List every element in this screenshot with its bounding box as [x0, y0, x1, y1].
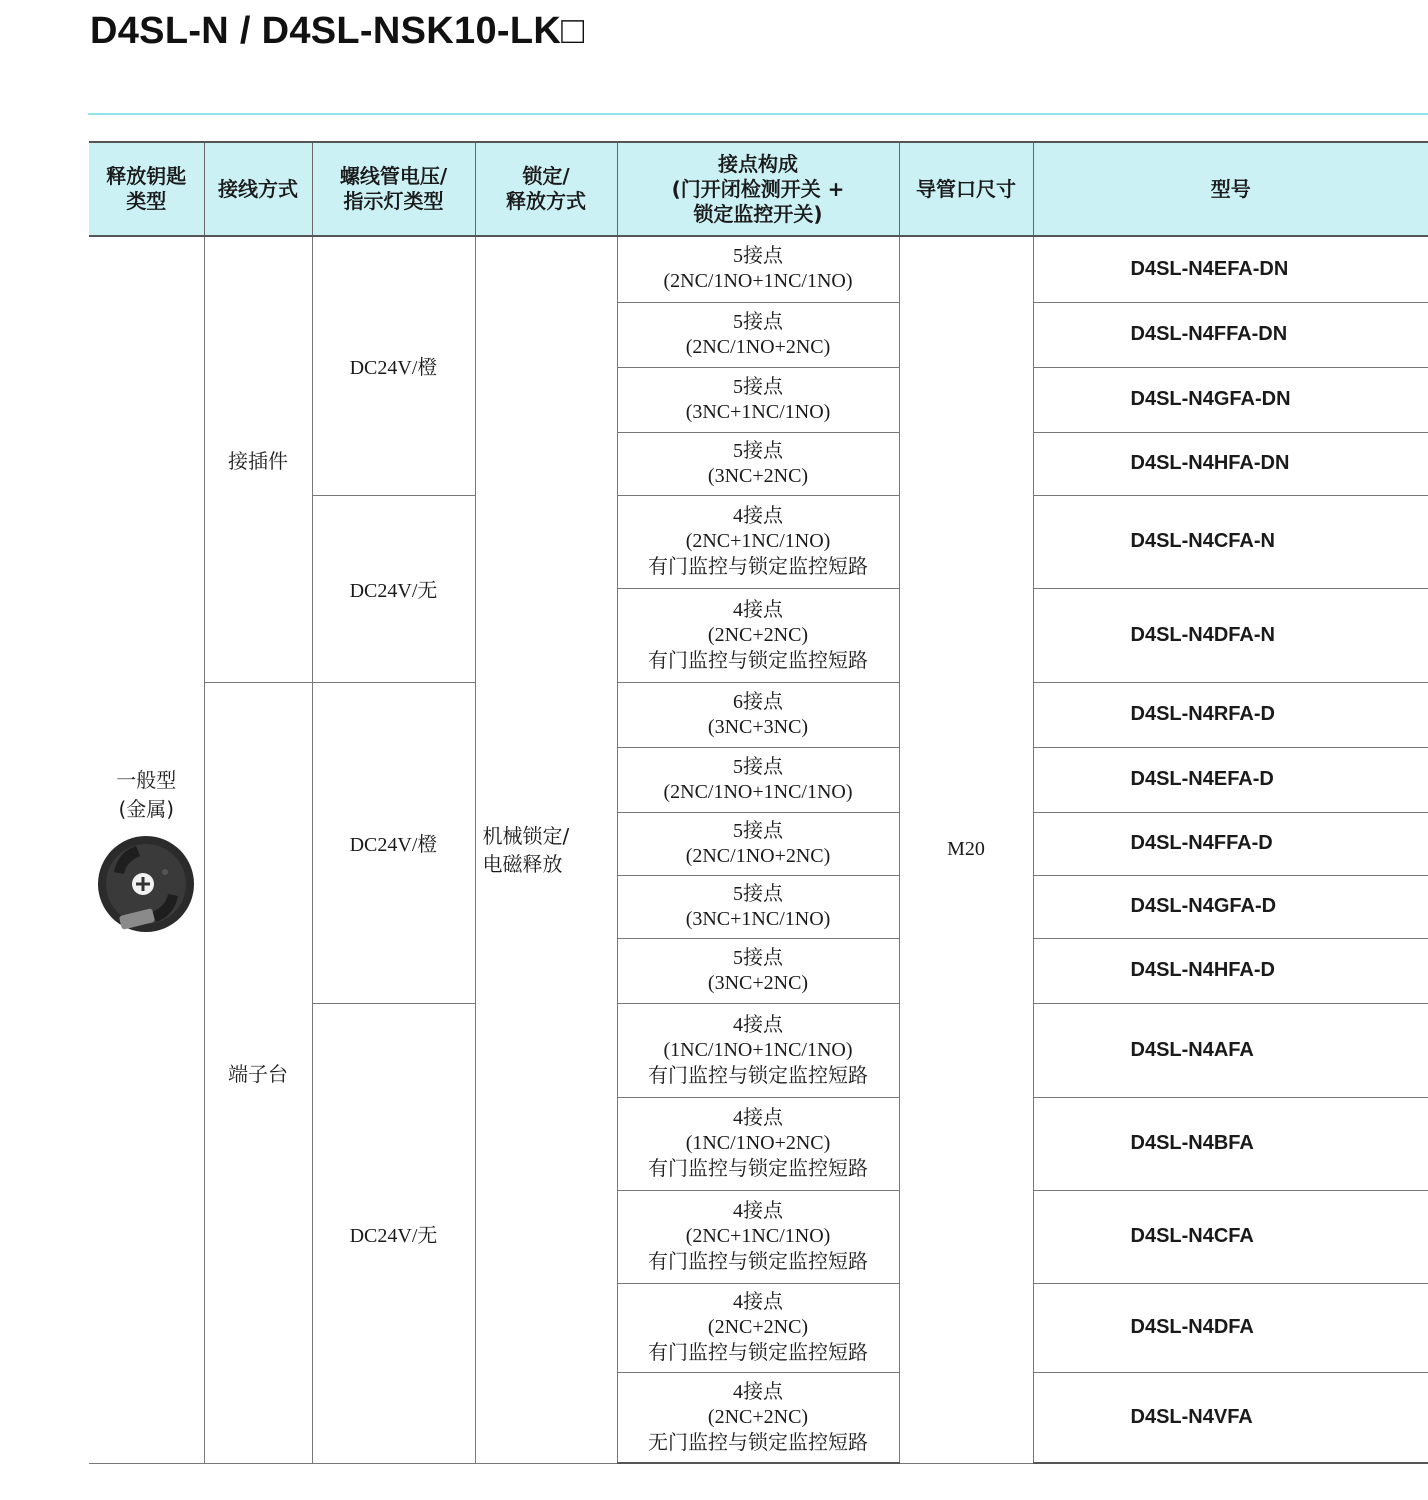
- model-cell: D4SL-N4EFA-DN: [1033, 236, 1428, 302]
- conduit-cell: [899, 236, 1033, 1463]
- contact-config: (2NC/1NO+2NC): [685, 335, 831, 358]
- contact-config: (2NC/1NO+1NC/1NO): [663, 270, 853, 293]
- solenoid-label: DC24V/橙: [349, 834, 438, 856]
- key-release-icon: [96, 834, 196, 934]
- contact-config: (2NC/1NO+1NC/1NO): [663, 780, 853, 803]
- contact-count: 5接点: [733, 946, 783, 969]
- contact-count: 4接点: [733, 1291, 783, 1313]
- contact-count: 4接点: [733, 598, 783, 621]
- model-cell: D4SL-N4FFA-D: [1033, 812, 1428, 875]
- header-label-line: 释放钥匙: [106, 164, 187, 188]
- contact-count: 4接点: [733, 1200, 783, 1222]
- contact-note: 有门监控与锁定监控短路: [648, 554, 868, 578]
- solenoid-terminal-none-cell: [312, 1003, 475, 1463]
- key-type-cell: [89, 236, 204, 1463]
- contacts-cell: [617, 432, 899, 495]
- header-divider: [88, 113, 1428, 115]
- header-label-line: 锁定监控开关): [693, 201, 823, 226]
- header-label-line: 接线方式: [218, 176, 298, 201]
- model-cell: D4SL-N4RFA-D: [1033, 682, 1428, 747]
- contact-note: 有门监控与锁定监控短路: [648, 1062, 868, 1087]
- solenoid-label: DC24V/无: [349, 580, 438, 602]
- contact-count: 4接点: [733, 1380, 783, 1403]
- wiring-terminal-cell: [204, 682, 312, 1463]
- contact-count: 5接点: [733, 375, 783, 398]
- header-label-line: 释放方式: [506, 189, 586, 213]
- wiring-connector-cell: [204, 236, 312, 682]
- contacts-cell: [617, 236, 899, 302]
- model-cell: D4SL-N4GFA-D: [1033, 875, 1428, 938]
- conduit-value: M20: [947, 838, 985, 861]
- header-conduit: [899, 142, 1033, 236]
- solenoid-label: DC24V/橙: [349, 357, 438, 380]
- contact-note: 有门监控与锁定监控短路: [648, 1340, 868, 1364]
- contact-config: (3NC+3NC): [707, 715, 809, 738]
- contact-config: (2NC+2NC): [707, 623, 809, 646]
- model-spec-table: [89, 141, 1428, 1464]
- contact-count: 5接点: [733, 755, 783, 778]
- contact-note: 有门监控与锁定监控短路: [648, 1156, 868, 1180]
- header-label-line: 接点构成: [718, 151, 798, 176]
- contacts-cell: [617, 588, 899, 682]
- contact-config: (2NC/1NO+2NC): [685, 844, 831, 867]
- model-cell: D4SL-N4EFA-D: [1033, 747, 1428, 812]
- contacts-cell: [617, 1283, 899, 1372]
- contact-note: 有门监控与锁定监控短路: [648, 647, 868, 672]
- header-label-line: 螺线管电压/: [339, 164, 448, 188]
- contact-count: 6接点: [733, 690, 783, 713]
- header-label-line: 指示灯类型: [343, 189, 444, 213]
- table-row: [89, 682, 1428, 747]
- model-cell: D4SL-N4HFA-DN: [1033, 432, 1428, 495]
- solenoid-label: DC24V/无: [349, 1224, 438, 1247]
- contact-config: (2NC+2NC): [707, 1405, 809, 1428]
- contacts-cell: [617, 1097, 899, 1190]
- contacts-cell: [617, 875, 899, 938]
- header-wiring: [204, 142, 312, 236]
- header-label-line: 类型: [126, 189, 167, 213]
- lock-method-line2: 电磁释放: [482, 851, 563, 876]
- solenoid-connector-none-cell: [312, 495, 475, 682]
- wiring-connector-label: 接插件: [228, 448, 288, 473]
- contacts-cell: [617, 812, 899, 875]
- contact-config: (1NC/1NO+2NC): [685, 1132, 831, 1154]
- contact-config: (3NC+2NC): [707, 464, 809, 487]
- solenoid-terminal-orange-cell: [312, 682, 475, 1003]
- contact-count: 4接点: [733, 505, 783, 527]
- contact-count: 5接点: [733, 439, 783, 462]
- contacts-cell: [617, 495, 899, 588]
- key-type-material: (金属): [118, 796, 175, 821]
- contact-config: (3NC+1NC/1NO): [685, 907, 831, 930]
- contact-config: (2NC+2NC): [707, 1316, 809, 1338]
- header-label-line: 锁定/: [522, 164, 570, 188]
- lock-method-cell: [475, 236, 617, 1463]
- contact-count: 5接点: [733, 245, 783, 268]
- model-cell: D4SL-N4VFA: [1033, 1372, 1428, 1463]
- key-type-label: 一般型: [116, 767, 177, 792]
- model-cell: D4SL-N4DFA-N: [1033, 588, 1428, 682]
- contact-note: 无门监控与锁定监控短路: [648, 1429, 868, 1454]
- wiring-terminal-label: 端子台: [228, 1062, 288, 1086]
- contact-count: 5接点: [733, 310, 783, 333]
- header-lock: [475, 142, 617, 236]
- contacts-cell: [617, 682, 899, 747]
- header-contacts: [617, 142, 899, 236]
- contacts-cell: [617, 367, 899, 432]
- header-label-line: (门开闭检测开关 +: [671, 176, 845, 201]
- contact-note: 有门监控与锁定监控短路: [648, 1249, 868, 1273]
- lock-method-line1: 机械锁定/: [482, 823, 570, 848]
- header-row: [89, 142, 1428, 236]
- contact-config: (3NC+1NC/1NO): [685, 400, 831, 423]
- contacts-cell: [617, 938, 899, 1003]
- contacts-cell: [617, 1003, 899, 1097]
- model-cell: D4SL-N4AFA: [1033, 1003, 1428, 1097]
- header-key-type: [89, 142, 204, 236]
- contact-config: (3NC+2NC): [707, 971, 809, 994]
- header-solenoid: [312, 142, 475, 236]
- contact-count: 5接点: [733, 819, 783, 842]
- contact-count: 4接点: [733, 1107, 783, 1129]
- model-cell: D4SL-N4HFA-D: [1033, 938, 1428, 1003]
- table-row: [89, 236, 1428, 302]
- contacts-cell: [617, 747, 899, 812]
- contact-config: (1NC/1NO+1NC/1NO): [663, 1038, 853, 1061]
- model-cell: D4SL-N4BFA: [1033, 1097, 1428, 1190]
- model-cell: D4SL-N4GFA-DN: [1033, 367, 1428, 432]
- header-label-line: 型号: [1210, 176, 1251, 201]
- contacts-cell: [617, 302, 899, 367]
- solenoid-connector-orange-cell: [312, 236, 475, 495]
- model-cell: D4SL-N4DFA: [1033, 1283, 1428, 1372]
- contacts-cell: [617, 1190, 899, 1283]
- contact-count: 5接点: [733, 882, 783, 905]
- page-title: D4SL-N / D4SL-NSK10-LK□: [90, 10, 585, 52]
- contact-config: (2NC+1NC/1NO): [685, 1225, 831, 1247]
- model-cell: D4SL-N4CFA: [1033, 1190, 1428, 1283]
- contact-count: 4接点: [733, 1013, 783, 1036]
- model-cell: D4SL-N4FFA-DN: [1033, 302, 1428, 367]
- contacts-cell: [617, 1372, 899, 1463]
- model-cell: D4SL-N4CFA-N: [1033, 495, 1428, 588]
- header-model: [1033, 142, 1428, 236]
- header-label-line: 导管口尺寸: [916, 176, 1016, 201]
- contact-config: (2NC+1NC/1NO): [685, 530, 831, 552]
